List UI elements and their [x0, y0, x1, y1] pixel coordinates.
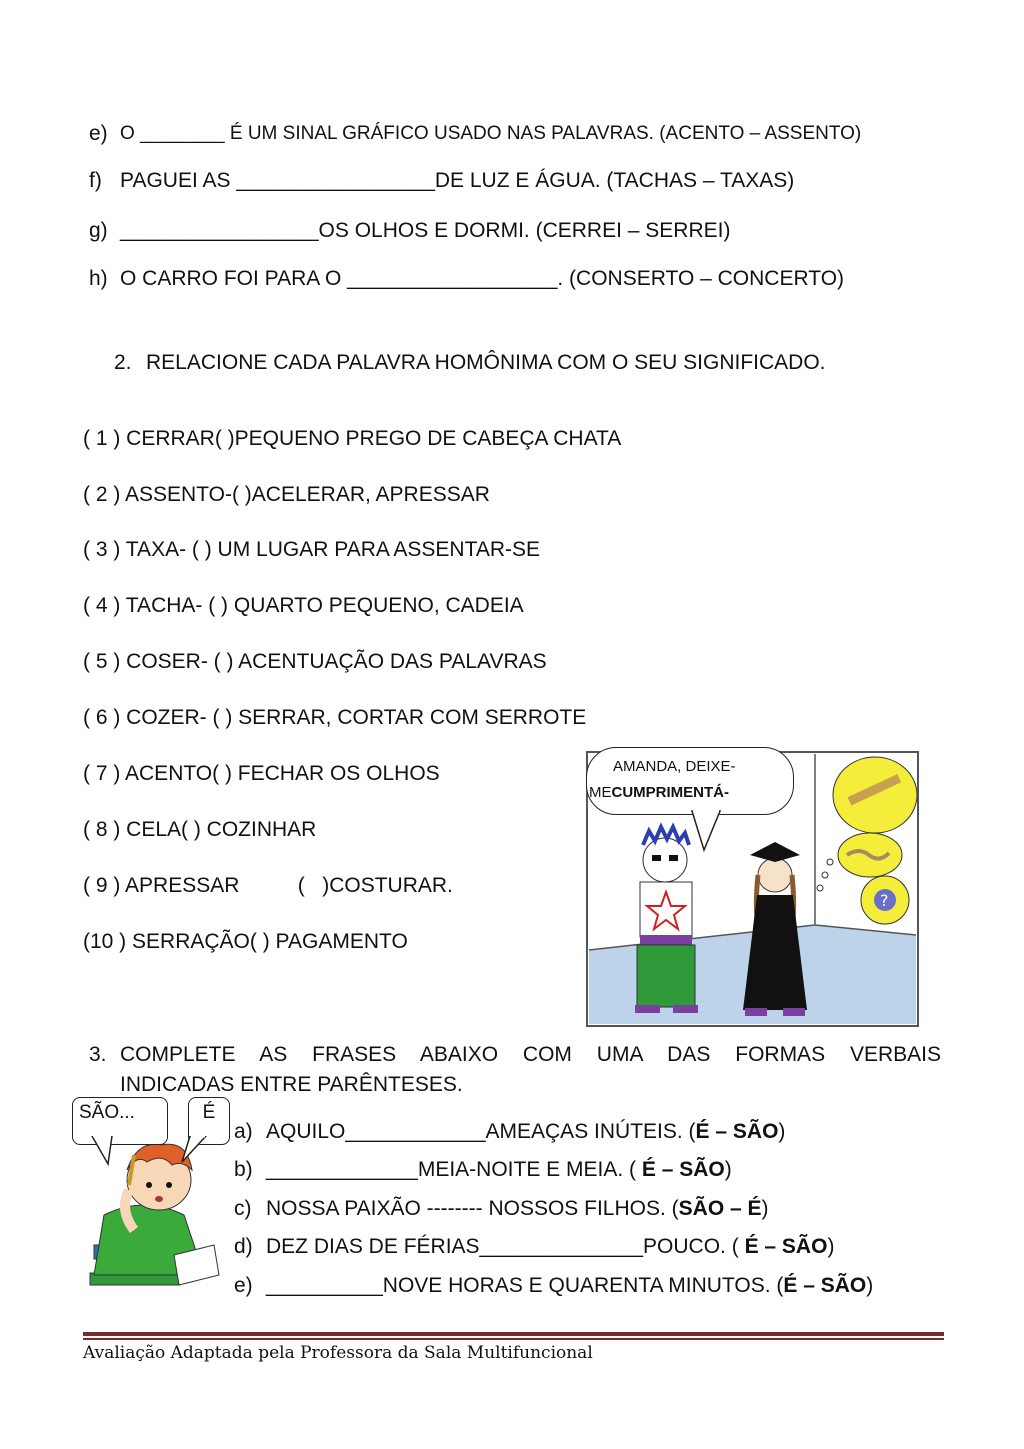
match-row: ( 8 ) CELA( ) COZINHAR: [83, 818, 317, 841]
match-row: ( 2 ) ASSENTO-( )ACELERAR, APRESSAR: [83, 483, 490, 506]
illustration-speech-bubble: [586, 747, 794, 815]
item-letter: d): [234, 1235, 253, 1258]
exercise3-number: 3.: [89, 1043, 107, 1066]
item-letter: a): [234, 1120, 253, 1143]
item-text: _________________OS OLHOS E DORMI. (CERREI – SERREI): [120, 219, 731, 242]
item-text: O CARRO FOI PARA O __________________. (CONSERTO – CONCERTO): [120, 267, 845, 290]
item-text: O ________ É UM SINAL GRÁFICO USADO NAS PALAVRAS. (ACENTO – ASSENTO): [120, 123, 862, 144]
match-row: ( 6 ) COZER- ( ) SERRAR, CORTAR COM SERROTE: [83, 706, 587, 729]
bubble-sao-tail-icon: [90, 1136, 120, 1166]
exercise2-instruction: RELACIONE CADA PALAVRA HOMÔNIMA COM O SEU SIGNIFICADO.: [146, 351, 826, 374]
item-letter: b): [234, 1158, 253, 1181]
item-letter: g): [89, 219, 108, 242]
item-letter: c): [234, 1197, 252, 1220]
svg-text:?: ?: [880, 891, 889, 910]
footer-divider-thin: [83, 1338, 944, 1340]
item-text: AQUILO____________AMEAÇAS INÚTEIS. (É – SÃO): [266, 1120, 786, 1143]
item-text: _____________MEIA-NOITE E MEIA. ( É – SÃO): [266, 1158, 732, 1181]
item-letter: h): [89, 267, 108, 290]
item-text: DEZ DIAS DE FÉRIAS______________POUCO. ( É – SÃO): [266, 1235, 835, 1258]
bubble-e-tail-icon: [180, 1136, 210, 1166]
exercise2-number: 2.: [114, 351, 132, 374]
exercise3-instruction-line2: INDICADAS ENTRE PARÊNTESES.: [120, 1073, 463, 1096]
match-row: ( 7 ) ACENTO( ) FECHAR OS OLHOS: [83, 762, 440, 785]
bubble-sao: SÃO...: [72, 1097, 168, 1145]
item-letter: e): [89, 122, 108, 145]
bubble-tail-icon: [690, 810, 730, 855]
match-row: ( 4 ) TACHA- ( ) QUARTO PEQUENO, CADEIA: [83, 594, 524, 617]
item-text: __________NOVE HORAS E QUARENTA MINUTOS. (É – SÃO): [266, 1274, 874, 1297]
match-row: ( 3 ) TAXA- ( ) UM LUGAR PARA ASSENTAR-SE: [83, 538, 541, 561]
match-row: (10 ) SERRAÇÃO( ) PAGAMENTO: [83, 930, 408, 953]
bubble-line2: MECUMPRIMENTÁ-: [589, 784, 729, 801]
match-row: ( 9 ) APRESSAR ( )COSTURAR.: [83, 874, 453, 897]
item-letter: f): [89, 169, 102, 192]
match-row: ( 5 ) COSER- ( ) ACENTUAÇÃO DAS PALAVRAS: [83, 650, 547, 673]
item-text: PAGUEI AS _________________DE LUZ E ÁGUA. (TACHAS – TAXAS): [120, 169, 795, 192]
footer-text: Avaliação Adaptada pela Professora da Sala Multifuncional: [83, 1343, 593, 1363]
bubble-line1: AMANDA, DEIXE-: [613, 758, 736, 775]
bubble-e: É: [188, 1097, 230, 1145]
exercise3-instruction-line1: COMPLETE AS FRASES ABAIXO COM UMA DAS FORMAS VERBAIS: [120, 1043, 941, 1066]
item-text: NOSSA PAIXÃO -------- NOSSOS FILHOS. (SÃO – É): [266, 1197, 769, 1220]
item-letter: e): [234, 1274, 253, 1297]
footer-divider: [83, 1332, 944, 1336]
match-row: ( 1 ) CERRAR( )PEQUENO PREGO DE CABEÇA CHATA: [83, 427, 622, 450]
